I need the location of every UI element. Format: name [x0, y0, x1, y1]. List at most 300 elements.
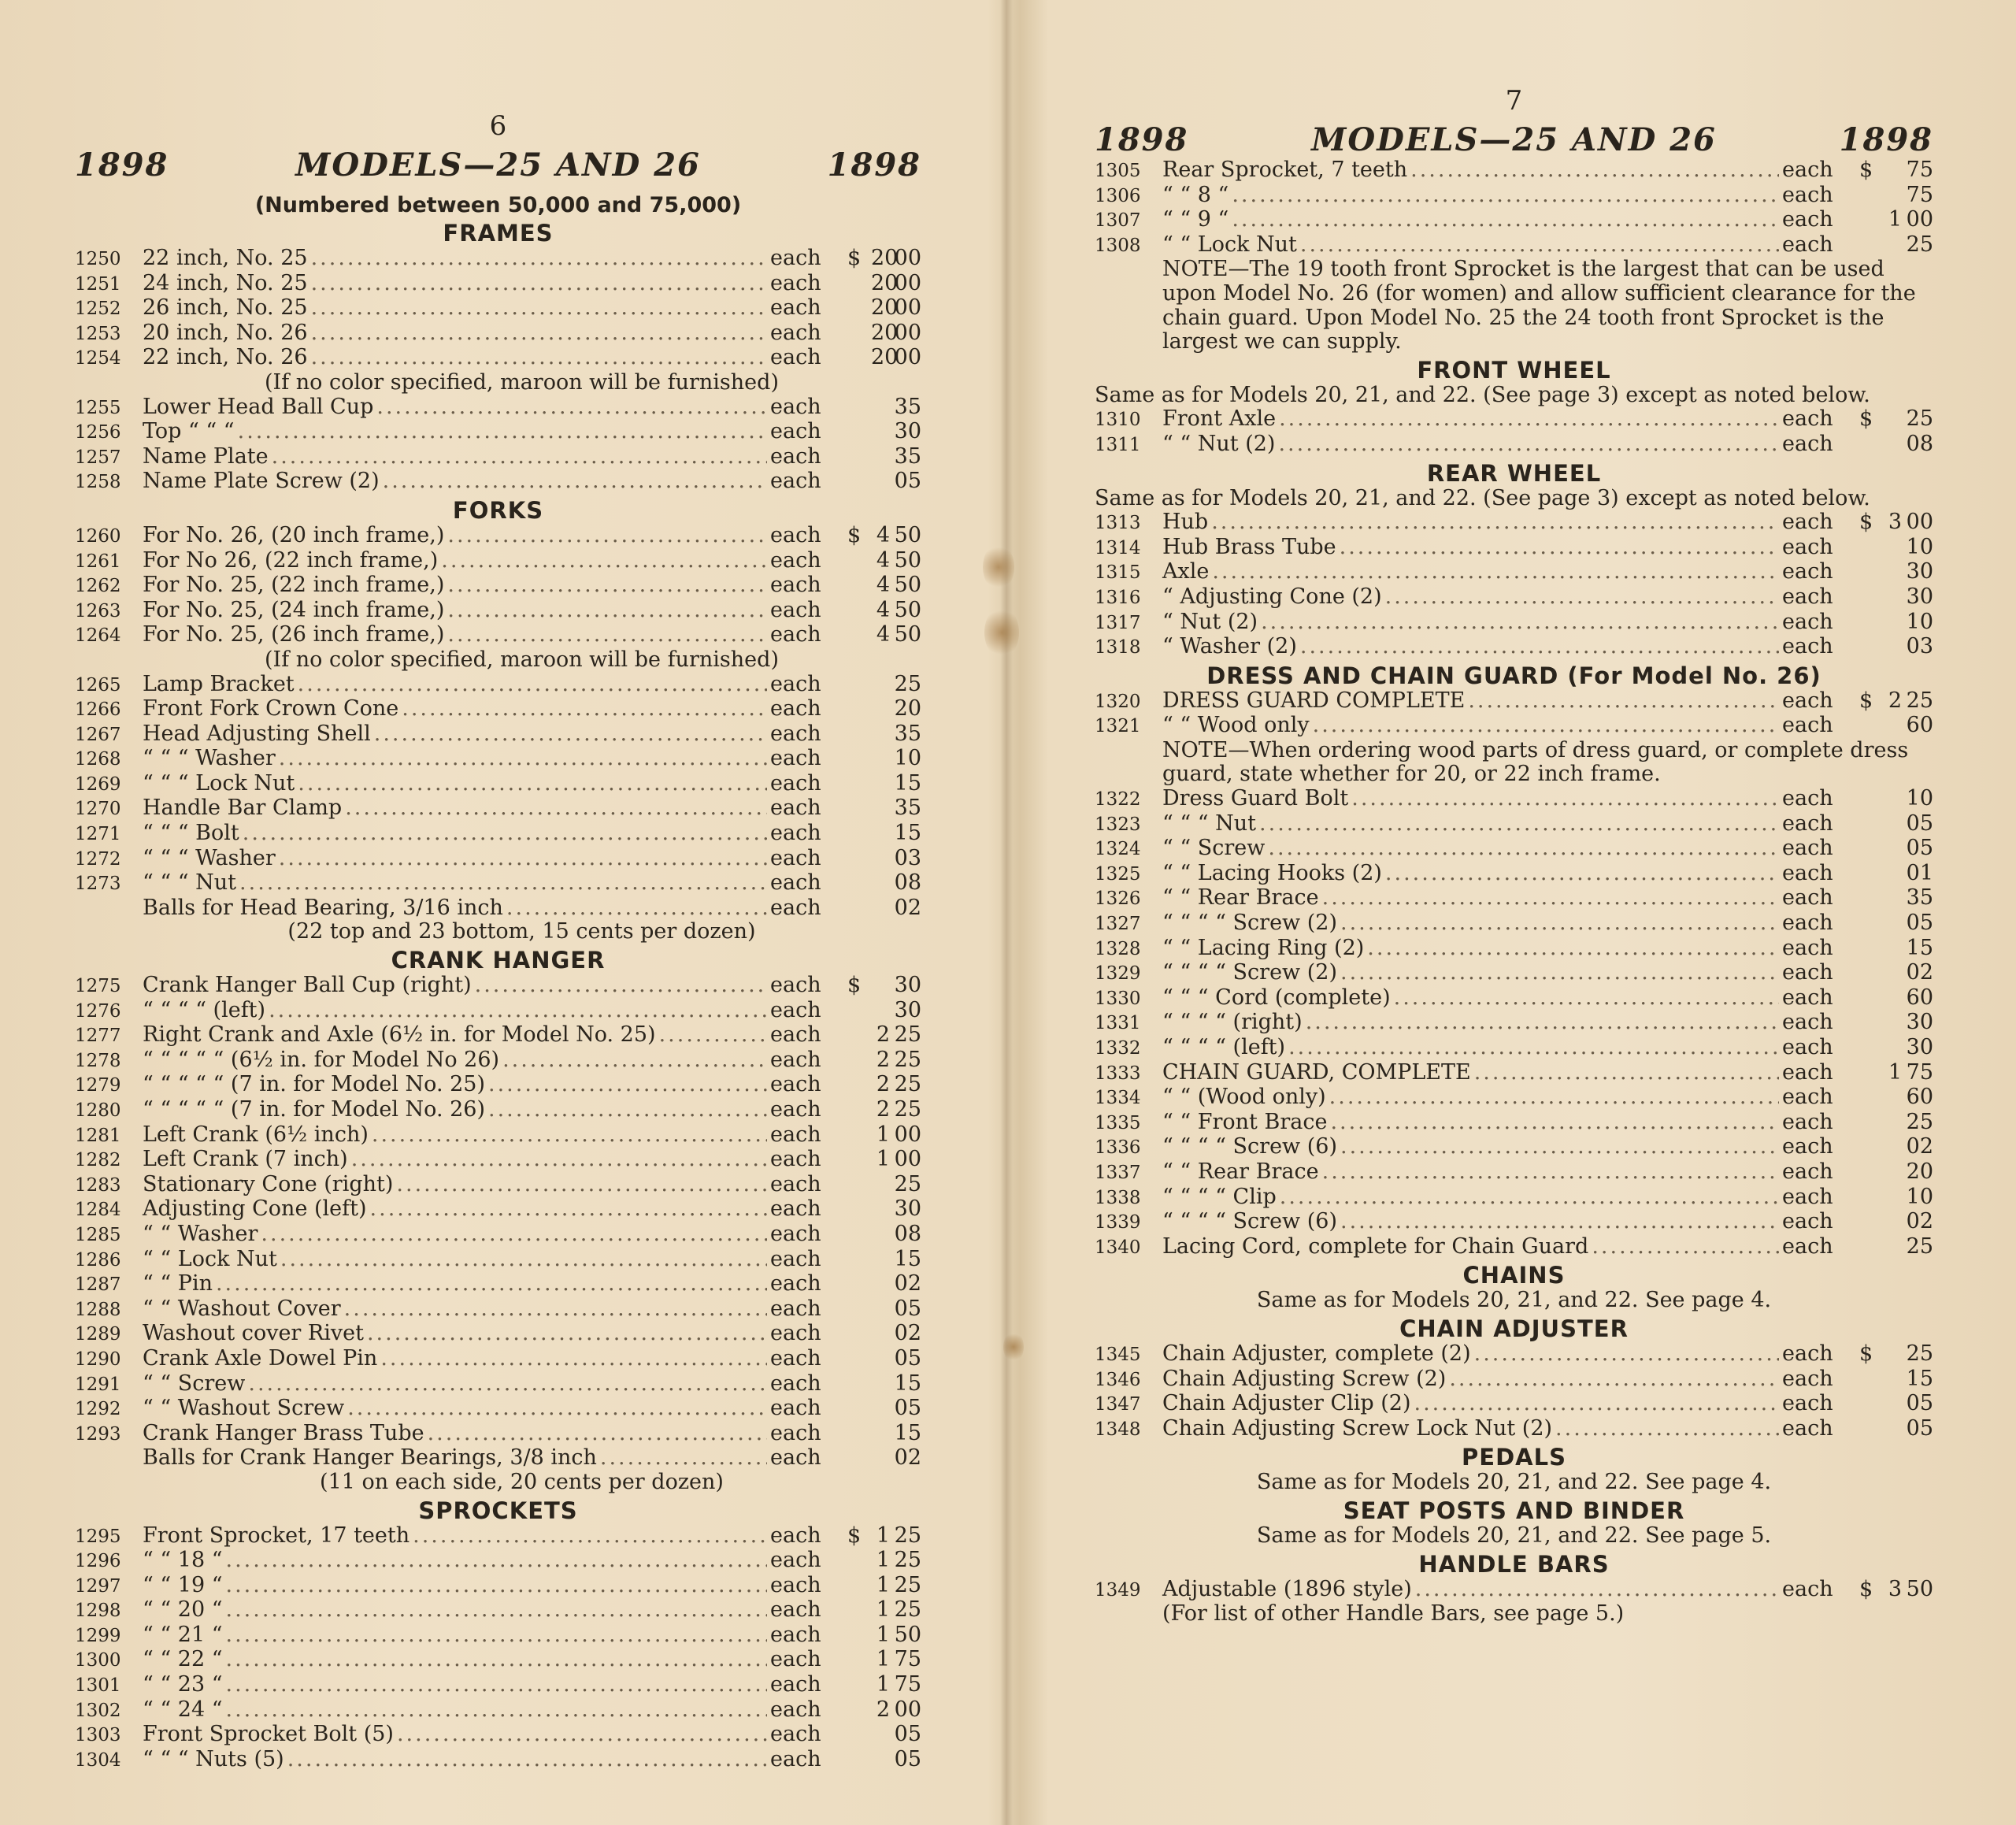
part-number: 1254: [75, 348, 121, 369]
page-header: [75, 147, 921, 184]
binding-stain: [984, 606, 1019, 658]
price-row: [75, 822, 921, 847]
part-description: Lacing Cord, complete for Chain Guard: [1162, 1233, 1589, 1259]
part-description: Chain Adjuster, complete (2): [1162, 1341, 1471, 1366]
price-unit: each: [1782, 559, 1833, 584]
part-number: 1316: [1095, 587, 1141, 608]
leader-dots: [1330, 1111, 1779, 1135]
part-description: For No 26, (22 inch frame,): [143, 547, 439, 573]
part-description: Adjusting Cone (left): [143, 1196, 367, 1222]
part-description: Rear Sprocket, 7 teeth: [1162, 158, 1408, 182]
leader-dots: [1340, 961, 1779, 985]
section-heading: FORKS: [452, 496, 544, 524]
price-row: [75, 871, 921, 896]
price-cents: 30: [1906, 584, 1933, 609]
price-unit: each: [770, 721, 821, 746]
price-unit: each: [1782, 1209, 1833, 1234]
price-cents: 03: [894, 845, 921, 870]
part-description: 22 inch, No. 25: [143, 246, 308, 270]
price-row: [1095, 812, 1933, 837]
price-cents: 60: [1906, 1085, 1933, 1110]
price-row: [75, 445, 921, 470]
price-cents: 02: [894, 895, 921, 920]
price-cents: 20: [894, 696, 921, 721]
leader-dots: [238, 420, 767, 444]
note-text: (22 top and 23 bottom, 15 cents per dozen): [287, 919, 756, 944]
price-row: [75, 1098, 921, 1123]
price-cents: 30: [894, 419, 921, 444]
leader-dots: [344, 1297, 767, 1322]
section-heading: REAR WHEEL: [1426, 459, 1602, 487]
leader-dots: [311, 346, 767, 370]
part-number: 1260: [75, 525, 121, 547]
part-number: 1338: [1095, 1187, 1141, 1208]
part-description: “ Nut (2): [1162, 609, 1258, 634]
price-dollars: 4: [876, 622, 890, 647]
leader-dots: [248, 1372, 767, 1397]
note-text: (For list of other Handle Bars, see page 5.): [1162, 1601, 1625, 1627]
part-description: “ “ Nut (2): [1162, 431, 1276, 456]
leader-dots: [441, 549, 767, 573]
leader-dots: [1340, 1135, 1779, 1159]
price-cents: 15: [894, 770, 921, 796]
part-description: CHAIN GUARD, COMPLETE: [1162, 1059, 1471, 1085]
part-description: Balls for Crank Hanger Bearings, 3/8 inch: [143, 1445, 597, 1471]
part-number: 1329: [1095, 963, 1141, 985]
leader-dots: [1232, 208, 1779, 232]
price-unit: each: [770, 1246, 821, 1271]
price-row: [75, 1123, 921, 1148]
leader-dots: [226, 1673, 767, 1697]
section-heading: DRESS AND CHAIN GUARD (For Model No. 26): [1206, 662, 1821, 689]
part-number: 1322: [1095, 789, 1141, 810]
leader-dots: [243, 822, 767, 846]
price-cents: 15: [894, 1420, 921, 1445]
part-number: 1284: [75, 1200, 121, 1221]
part-number: 1251: [75, 273, 121, 295]
dollar-sign: $: [1859, 406, 1873, 432]
part-description: Washout cover Rivet: [143, 1321, 364, 1346]
header-title: MODELS—25 AND 26: [1311, 121, 1717, 158]
price-dollars: 1: [876, 1647, 890, 1672]
part-number: 1271: [75, 824, 121, 845]
price-row: [1095, 1061, 1933, 1086]
price-dollars: 3: [1888, 1576, 1902, 1601]
price-cents: 25: [1906, 1233, 1933, 1259]
leader-dots: [506, 896, 767, 921]
price-row: [1095, 407, 1933, 432]
price-row: [75, 524, 921, 549]
part-number: 1330: [1095, 988, 1141, 1009]
part-description: Adjustable (1896 style): [1162, 1576, 1412, 1601]
price-cents: 25: [1906, 1109, 1933, 1134]
price-cents: 10: [1906, 1184, 1933, 1209]
part-description: “ “ Rear Brace: [1162, 1159, 1319, 1184]
note-text: NOTE—The 19 tooth front Sprocket is the largest that can be used upon Model No. 26 (for women) and allow sufficient clearance for the chain guard. Upon Model No. 25 the 24 tooth front Sprocket is the largest we can supply.: [1162, 257, 1916, 354]
price-row: [75, 549, 921, 574]
part-description: “ “ “ Bolt: [143, 821, 239, 846]
price-dollars: 1: [876, 1122, 890, 1147]
price-cents: 00: [894, 320, 921, 345]
leader-dots: [1322, 886, 1779, 911]
dollar-sign: $: [1859, 510, 1873, 535]
price-unit: each: [1782, 1010, 1833, 1035]
price-dollars: 4: [876, 522, 890, 547]
price-row: [1095, 1210, 1933, 1235]
leader-dots: [287, 1748, 767, 1772]
part-description: “ “ Pin: [143, 1271, 213, 1296]
leader-dots: [311, 296, 767, 321]
price-dollars: 1: [876, 1548, 890, 1573]
price-row: [75, 1322, 921, 1347]
part-description: “ “ “ “ “ (7 in. for Model No. 26): [143, 1097, 485, 1122]
dollar-sign: $: [1859, 1341, 1873, 1366]
leader-dots: [447, 573, 767, 598]
price-row: [75, 623, 921, 648]
part-number: 1349: [1095, 1579, 1141, 1601]
price-cents: 25: [1906, 406, 1933, 432]
price-cents: 00: [894, 1697, 921, 1722]
part-description: “ “ “ “ Screw (6): [1162, 1134, 1337, 1159]
part-number: 1277: [75, 1026, 121, 1047]
price-unit: each: [770, 419, 821, 444]
part-description: Left Crank (6½ inch): [143, 1122, 369, 1147]
price-row: [75, 1673, 921, 1698]
part-number: 1302: [75, 1700, 121, 1721]
price-unit: each: [770, 320, 821, 345]
part-description: “ “ Screw: [143, 1371, 246, 1396]
part-description: Chain Adjusting Screw (2): [1162, 1366, 1447, 1391]
part-number: 1325: [1095, 863, 1141, 885]
leader-dots: [376, 395, 767, 420]
part-description: “ “ “ “ Clip: [1162, 1184, 1277, 1209]
price-dollars: 20: [871, 295, 899, 321]
leader-dots: [1351, 787, 1779, 811]
price-row: [1095, 610, 1933, 636]
part-description: 26 inch, No. 25: [143, 295, 308, 321]
part-description: “ “ Rear Brace: [1162, 885, 1319, 911]
part-number: 1263: [75, 600, 121, 621]
price-cents: 30: [1906, 559, 1933, 584]
price-cents: 75: [1906, 158, 1933, 182]
price-row: [75, 1422, 921, 1447]
price-cents: 00: [894, 1122, 921, 1147]
section-heading: FRONT WHEEL: [1417, 356, 1611, 384]
price-dollars: 4: [876, 573, 890, 598]
part-description: “ “ Washout Screw: [143, 1396, 345, 1421]
binding-stain: [1003, 1331, 1024, 1363]
price-dollars: 1: [876, 1523, 890, 1548]
leader-dots: [1261, 610, 1779, 635]
price-cents: 00: [894, 1147, 921, 1172]
part-number: 1262: [75, 576, 121, 597]
leader-dots: [1555, 1417, 1779, 1441]
price-unit: each: [1782, 431, 1833, 456]
leader-dots: [279, 847, 767, 871]
price-unit: each: [1782, 810, 1833, 836]
part-description: “ “ Wood only: [1162, 713, 1310, 738]
part-number: 1320: [1095, 691, 1141, 712]
part-description: “ “ 21 “: [143, 1622, 223, 1647]
leader-dots: [1259, 812, 1779, 836]
price-unit: each: [1782, 158, 1833, 182]
price-cents: 10: [1906, 534, 1933, 559]
part-number: 1313: [1095, 513, 1141, 534]
leader-dots: [1300, 635, 1779, 659]
description-text: Same as for Models 20, 21, and 22. (See page 3) except as noted below.: [1095, 382, 1870, 407]
leader-dots: [1340, 536, 1779, 560]
price-dollars: 20: [871, 270, 899, 295]
price-cents: 05: [894, 1722, 921, 1747]
price-row: [75, 673, 921, 698]
price-row: [1095, 510, 1933, 536]
part-description: Handle Bar Clamp: [143, 796, 343, 821]
price-cents: 15: [1906, 1366, 1933, 1391]
price-unit: each: [770, 1420, 821, 1445]
part-number: 1272: [75, 848, 121, 870]
part-description: Crank Axle Dowel Pin: [143, 1345, 378, 1371]
left-sections: [75, 221, 921, 1772]
price-row: [75, 1574, 921, 1599]
part-number: 1317: [1095, 612, 1141, 633]
reference-text: Same as for Models 20, 21, and 22. See page 4.: [1256, 1288, 1772, 1313]
price-cents: 25: [1906, 688, 1933, 713]
price-dollars: 1: [876, 1672, 890, 1697]
price-cents: 02: [894, 1445, 921, 1471]
price-row: [75, 1248, 921, 1273]
part-number: 1281: [75, 1125, 121, 1146]
part-number: 1299: [75, 1625, 121, 1646]
price-cents: 02: [1906, 960, 1933, 985]
price-cents: 05: [1906, 1415, 1933, 1441]
leader-dots: [502, 1048, 767, 1073]
dollar-sign: $: [847, 1523, 862, 1548]
price-unit: each: [770, 1371, 821, 1396]
price-unit: each: [770, 1572, 821, 1597]
header-year-right: 1898: [827, 147, 921, 184]
price-cents: 02: [894, 1271, 921, 1296]
leader-dots: [1340, 1210, 1779, 1234]
part-number: 1288: [75, 1299, 121, 1320]
price-cents: 50: [894, 1622, 921, 1647]
price-cents: 25: [894, 1047, 921, 1072]
price-cents: 05: [894, 1296, 921, 1321]
part-number: 1306: [1095, 185, 1141, 206]
price-unit: each: [770, 1597, 821, 1623]
leader-dots: [488, 1098, 767, 1122]
price-unit: each: [770, 1396, 821, 1421]
price-cents: 50: [894, 547, 921, 573]
price-row: [1095, 689, 1933, 714]
leader-dots: [239, 871, 767, 896]
price-unit: each: [770, 1647, 821, 1672]
part-number: 1268: [75, 749, 121, 770]
price-dollars: 2: [876, 1097, 890, 1122]
part-description: Lamp Bracket: [143, 671, 295, 696]
part-description: “ Washer (2): [1162, 634, 1297, 659]
part-number: 1273: [75, 874, 121, 895]
part-description: For No. 26, (20 inch frame,): [143, 522, 445, 547]
price-cents: 25: [894, 1072, 921, 1097]
price-row: [1095, 1342, 1933, 1367]
part-number: 1258: [75, 472, 121, 493]
price-row: [75, 747, 921, 772]
part-number: 1345: [1095, 1344, 1141, 1365]
leader-dots: [311, 272, 767, 296]
part-number: 1308: [1095, 235, 1141, 256]
price-row: [75, 1347, 921, 1372]
leader-dots: [261, 1222, 767, 1247]
price-row: [75, 1698, 921, 1723]
price-row: [75, 1197, 921, 1222]
part-description: “ “ 23 “: [143, 1672, 223, 1697]
part-number: 1276: [75, 1000, 121, 1022]
price-unit: each: [1782, 406, 1833, 432]
price-unit: each: [770, 270, 821, 295]
price-cents: 15: [1906, 935, 1933, 960]
leader-dots: [1322, 1160, 1779, 1185]
part-number: 1290: [75, 1348, 121, 1370]
price-cents: 25: [1906, 1341, 1933, 1366]
part-description: Name Plate Screw (2): [143, 469, 380, 494]
price-unit: each: [770, 1523, 821, 1548]
part-number: 1339: [1095, 1212, 1141, 1233]
part-number: 1340: [1095, 1237, 1141, 1258]
price-cents: 60: [1906, 713, 1933, 738]
price-cents: 02: [1906, 1209, 1933, 1234]
price-cents: 35: [894, 394, 921, 419]
price-row: [1095, 886, 1933, 911]
part-number: 1280: [75, 1100, 121, 1121]
price-cents: 00: [894, 246, 921, 270]
price-unit: each: [1782, 584, 1833, 609]
leader-dots: [298, 673, 767, 697]
leader-dots: [280, 1248, 767, 1272]
price-row: [75, 847, 921, 872]
part-number: 1265: [75, 674, 121, 696]
price-cents: 00: [894, 345, 921, 370]
price-row: [1095, 1160, 1933, 1185]
leader-dots: [311, 247, 767, 271]
dollar-sign: $: [1859, 158, 1873, 182]
part-description: “ “ “ Nut: [1162, 810, 1257, 836]
price-row: [1095, 158, 1933, 184]
part-number: 1264: [75, 625, 121, 647]
price-dollars: 4: [876, 597, 890, 622]
price-row: [1095, 560, 1933, 585]
part-description: “ “ 18 “: [143, 1548, 223, 1573]
price-cents: 50: [894, 622, 921, 647]
price-unit: each: [770, 796, 821, 821]
leader-dots: [1468, 689, 1779, 714]
part-number: 1300: [75, 1650, 121, 1671]
part-number: 1278: [75, 1050, 121, 1071]
price-unit: each: [1782, 609, 1833, 634]
leader-dots: [1340, 911, 1779, 936]
price-row: [1095, 862, 1933, 887]
part-description: Stationary Cone (right): [143, 1171, 394, 1196]
leader-dots: [226, 1549, 767, 1573]
price-cents: 25: [894, 1022, 921, 1048]
page-subtitle: (Numbered between 50,000 and 75,000): [254, 193, 742, 217]
section-heading: PEDALS: [1462, 1444, 1566, 1471]
part-number: 1337: [1095, 1162, 1141, 1183]
price-row: [1095, 432, 1933, 458]
leader-dots: [1300, 233, 1779, 258]
price-cents: 15: [894, 1371, 921, 1396]
part-description: “ “ 9 “: [1162, 207, 1229, 232]
leader-dots: [1279, 407, 1779, 432]
price-unit: each: [770, 997, 821, 1022]
price-row: [1095, 208, 1933, 233]
price-unit: each: [770, 696, 821, 721]
price-cents: 15: [894, 1246, 921, 1271]
price-cents: 75: [1906, 1059, 1933, 1085]
price-dollars: 1: [1888, 1059, 1902, 1085]
price-unit: each: [1782, 688, 1833, 713]
price-unit: each: [770, 1147, 821, 1172]
dollar-sign: $: [1859, 1576, 1873, 1601]
price-cents: 02: [1906, 1134, 1933, 1159]
price-row: [75, 1173, 921, 1198]
part-description: 20 inch, No. 26: [143, 320, 308, 345]
price-row: [1095, 585, 1933, 610]
part-number: 1307: [1095, 210, 1141, 232]
part-number: 1255: [75, 397, 121, 418]
price-unit: each: [1782, 1059, 1833, 1085]
price-dollars: 20: [871, 320, 899, 345]
price-row: [1095, 184, 1933, 209]
price-row: [75, 469, 921, 495]
price-row: [75, 1222, 921, 1248]
leader-dots: [397, 1723, 767, 1747]
price-cents: 08: [894, 870, 921, 896]
part-number: 1250: [75, 249, 121, 269]
price-unit: each: [1782, 836, 1833, 861]
part-description: “ “ Lacing Hooks (2): [1162, 860, 1382, 885]
dollar-sign: $: [847, 522, 862, 547]
leader-dots: [1268, 836, 1779, 861]
part-number: 1336: [1095, 1137, 1141, 1159]
leader-dots: [226, 1698, 767, 1723]
price-row: [1095, 1036, 1933, 1061]
price-unit: each: [1782, 1184, 1833, 1209]
part-description: 24 inch, No. 25: [143, 270, 308, 295]
price-unit: each: [770, 1022, 821, 1048]
leader-dots: [269, 999, 767, 1023]
price-unit: each: [770, 1746, 821, 1771]
part-number: 1301: [75, 1675, 121, 1697]
leader-dots: [1329, 1085, 1779, 1110]
leader-dots: [372, 1123, 767, 1148]
price-unit: each: [1782, 182, 1833, 207]
price-dollars: 3: [1888, 510, 1902, 535]
price-unit: each: [770, 671, 821, 696]
leader-dots: [447, 524, 767, 548]
price-row: [1095, 1417, 1933, 1442]
part-number: 1323: [1095, 814, 1141, 835]
part-description: “ “ 22 “: [143, 1647, 223, 1672]
price-row: [75, 896, 921, 921]
price-cents: 50: [1906, 1576, 1933, 1601]
part-number: 1291: [75, 1374, 121, 1395]
price-cents: 25: [894, 1097, 921, 1122]
part-number: 1289: [75, 1324, 121, 1345]
part-number: 1283: [75, 1174, 121, 1196]
part-number: 1335: [1095, 1112, 1141, 1133]
leader-dots: [374, 722, 767, 747]
header-title: MODELS—25 AND 26: [295, 147, 701, 184]
